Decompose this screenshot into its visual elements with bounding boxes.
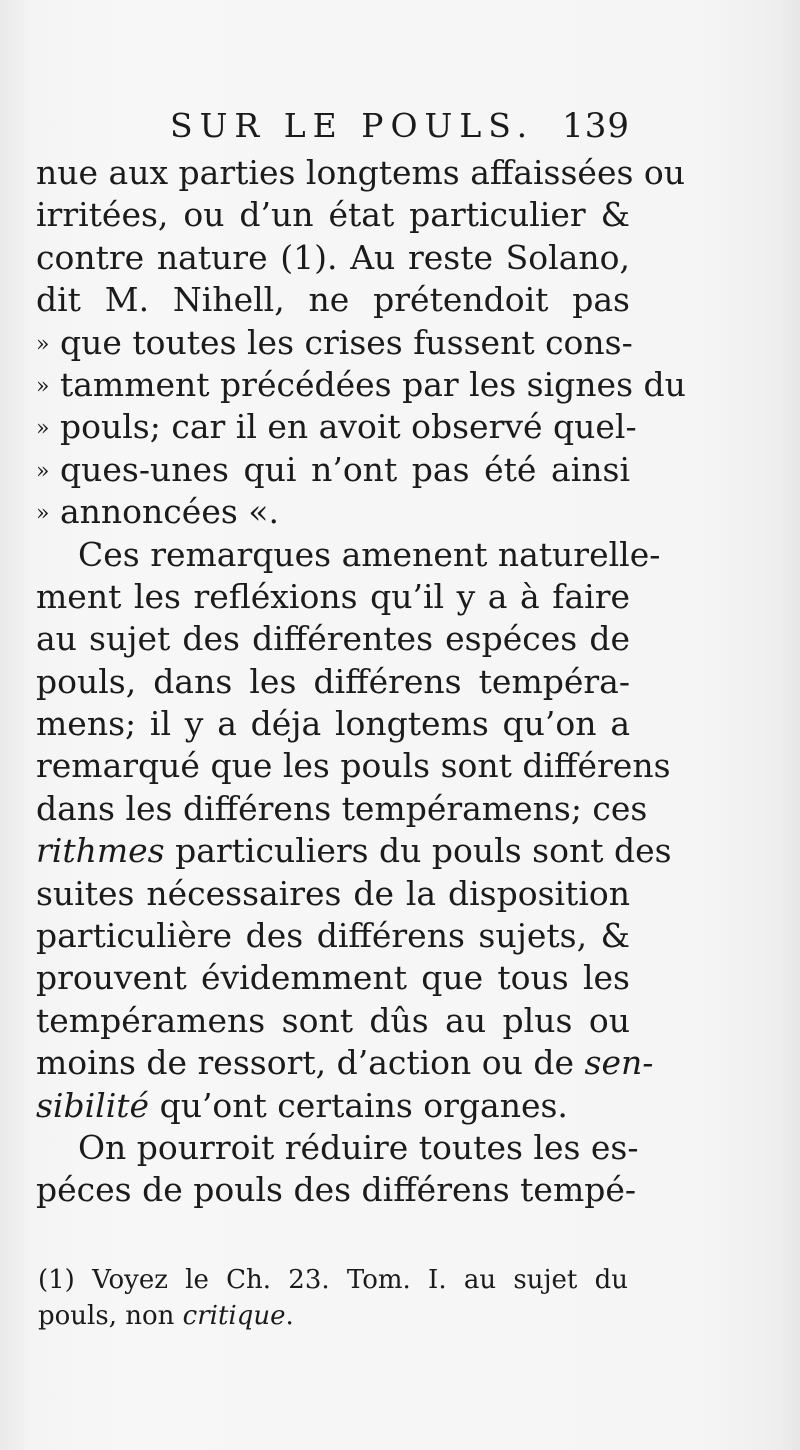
text-line: rithmes particuliers du pouls sont des [36, 831, 672, 871]
quotation-mark: » [36, 373, 50, 399]
text-line: sibilité qu’ont certains organes. [36, 1085, 568, 1125]
text-line: particulière des différens sujets, & [36, 916, 630, 956]
text-line: irritées, ou d’un état particulier & [36, 195, 630, 235]
text-line: mens; il y a déja longtems qu’on a [36, 704, 630, 744]
text-line: péces de pouls des différens tempé- [36, 1170, 637, 1210]
quotation-mark: » [36, 501, 50, 527]
text-line: au sujet des différentes espéces de [36, 619, 630, 659]
text-line: tempéramens sont dûs au plus ou [36, 1000, 630, 1040]
page-header [170, 103, 630, 149]
running-title: SUR LE POULS. [170, 106, 535, 145]
text-line: dans les différens tempéramens; ces [36, 788, 648, 828]
text-line: » que toutes les crises fussent cons- [36, 322, 630, 364]
text-line: contre nature (1). Au reste Solano, [36, 237, 630, 277]
text-line: pouls, dans les différens tempéra- [36, 661, 630, 701]
text-line: Ces remarques amenent naturelle- [78, 534, 661, 574]
paragraph [36, 534, 672, 1127]
text-line: » annoncées «. [36, 491, 630, 533]
page-number: 139 [562, 106, 630, 146]
italic-term: critique [182, 1301, 286, 1331]
paragraph [36, 152, 686, 534]
text-line: ment les refléxions qu’il y a à faire [36, 576, 630, 616]
text-line: On pourroit réduire toutes les es- [78, 1127, 639, 1167]
text-line: nue aux parties longtems affaissées ou [36, 153, 686, 192]
italic-term: sibilité [36, 1085, 150, 1125]
italic-term: sen- [584, 1043, 654, 1083]
text-line: » pouls; car il en avoit observé quel- [36, 406, 630, 448]
italic-term: rithmes [36, 831, 165, 871]
text-line: dit M. Nihell, ne prétendoit pas [36, 280, 630, 320]
text-line: prouvent évidemment que tous les [36, 958, 630, 998]
paragraph [36, 1127, 639, 1212]
body-text [36, 152, 686, 1212]
text-line: » ques-unes qui n’ont pas été ainsi [36, 449, 630, 491]
text-line: remarqué que les pouls sont différens [36, 746, 671, 786]
quotation-mark: » [36, 458, 50, 484]
text-line: » tamment précédées par les signes du [36, 364, 630, 406]
footnote-line: pouls, non critique. [38, 1301, 294, 1331]
footnote [38, 1262, 628, 1334]
footnote-line: (1) Voyez le Ch. 23. Tom. I. au sujet du [38, 1265, 628, 1295]
text-line: suites nécessaires de la disposition [36, 873, 630, 913]
quotation-mark: » [36, 416, 50, 442]
text-line: moins de ressort, d’action ou de sen- [36, 1043, 654, 1083]
quotation-mark: » [36, 331, 50, 357]
